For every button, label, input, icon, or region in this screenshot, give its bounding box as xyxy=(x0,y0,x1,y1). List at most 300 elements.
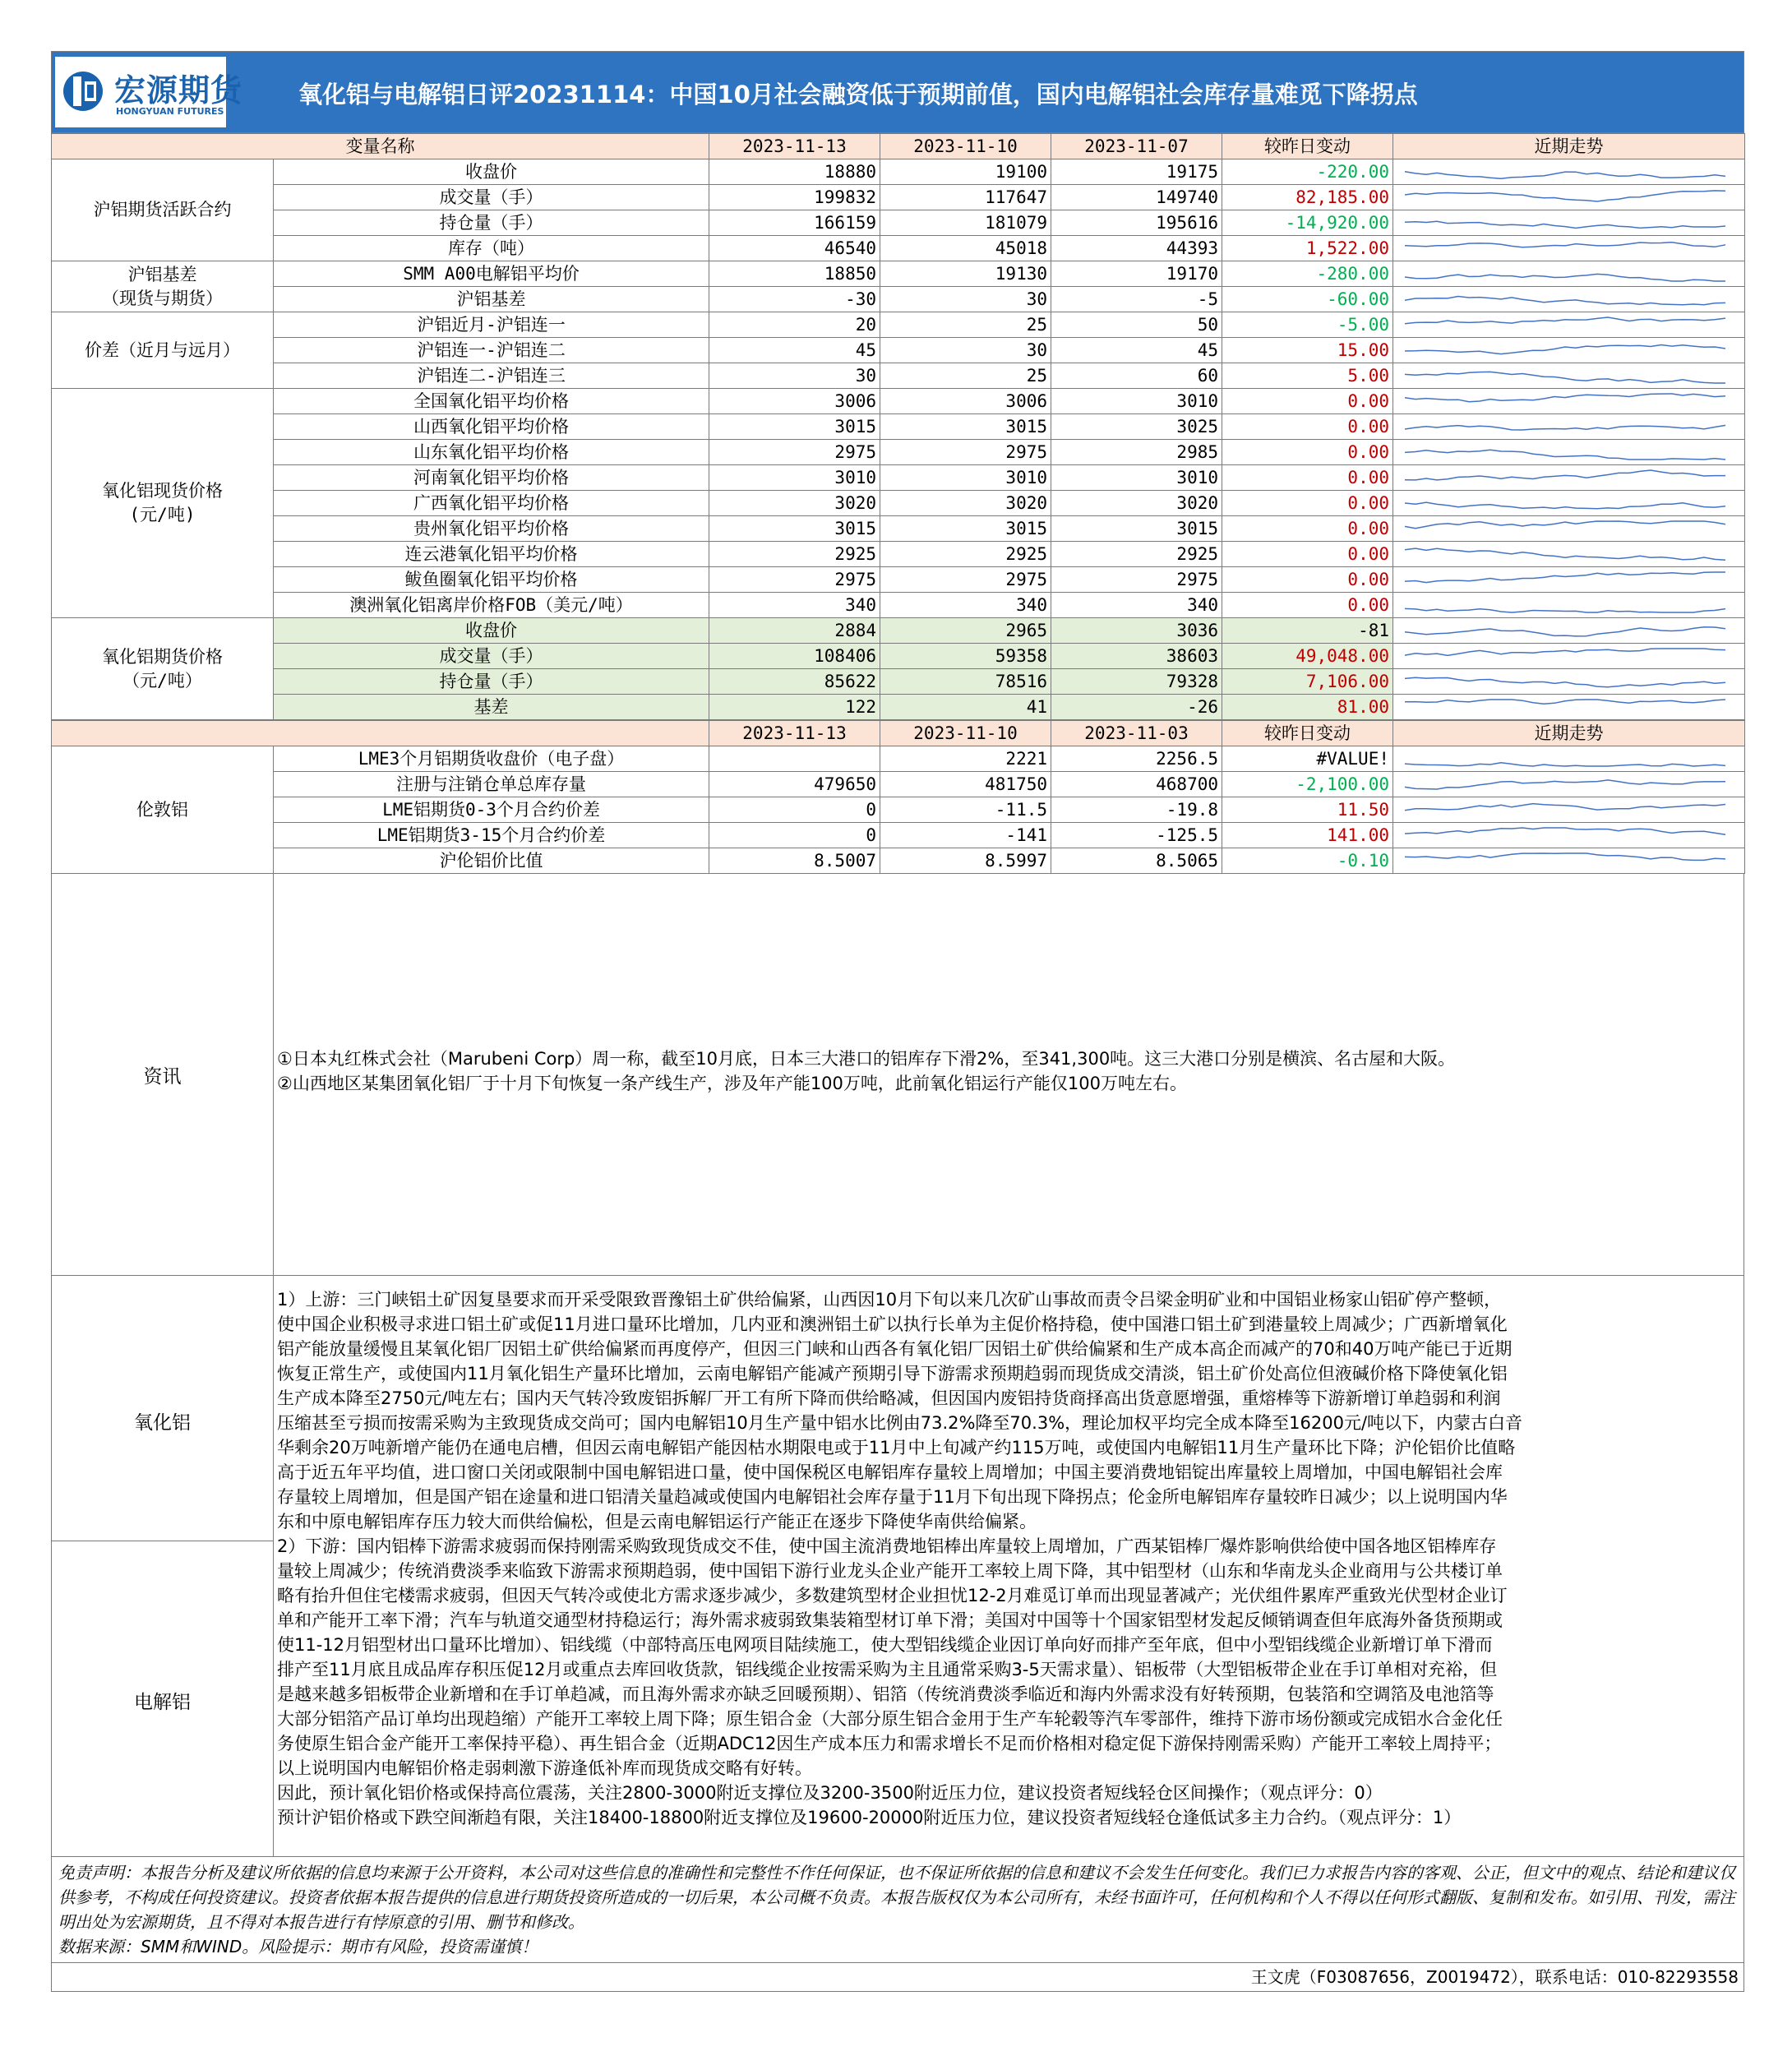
value-cell: -11.5 xyxy=(880,797,1051,823)
value-cell: 8.5065 xyxy=(1051,848,1222,874)
variable-name: 收盘价 xyxy=(274,159,709,185)
report-page xyxy=(51,51,1744,1992)
sparkline-path xyxy=(1405,700,1725,704)
trend-cell xyxy=(1393,414,1745,440)
trend-sparkline xyxy=(1397,340,1742,361)
header-group-cell xyxy=(52,721,709,746)
table-row xyxy=(52,772,1745,797)
trend-sparkline xyxy=(1397,263,1742,284)
hongyuan-logo-icon xyxy=(62,65,104,118)
sparkline-path xyxy=(1405,274,1725,281)
value-cell: 3006 xyxy=(709,389,880,414)
value-cell: 2925 xyxy=(1051,542,1222,567)
table-row xyxy=(52,287,1745,312)
value-cell: -30 xyxy=(709,287,880,312)
table-row xyxy=(52,338,1745,363)
trend-cell xyxy=(1393,542,1745,567)
variable-name: 连云港氧化铝平均价格 xyxy=(274,542,709,567)
analysis-line: 预计沪铝价格或下跌空间渐趋有限，关注18400-18800附近支撑位及19600-20000附近压力位，建议投资者短线轻仓逢低试多主力合约。（观点评分：1） xyxy=(277,1808,1462,1827)
value-cell: 60 xyxy=(1051,363,1222,389)
trend-cell xyxy=(1393,312,1745,338)
sparkline-path xyxy=(1405,470,1725,480)
value-cell: 3036 xyxy=(1051,618,1222,644)
value-cell: 3006 xyxy=(880,389,1051,414)
value-cell: 117647 xyxy=(880,185,1051,210)
trend-sparkline xyxy=(1397,518,1742,539)
value-cell: 19130 xyxy=(880,261,1051,287)
table-row xyxy=(52,746,1745,772)
trend-cell xyxy=(1393,389,1745,414)
value-cell: 3010 xyxy=(880,465,1051,491)
change-cell: 0.00 xyxy=(1222,542,1393,567)
trend-cell xyxy=(1393,593,1745,618)
variable-name: 持仓量（手） xyxy=(274,210,709,236)
table-row xyxy=(52,261,1745,287)
change-cell: 81.00 xyxy=(1222,695,1393,720)
value-cell: -141 xyxy=(880,823,1051,848)
analysis-section xyxy=(51,1276,1744,1857)
table-row xyxy=(52,389,1745,414)
variable-name: 贵州氧化铝平均价格 xyxy=(274,516,709,542)
value-cell: -5 xyxy=(1051,287,1222,312)
analysis-line: 是越来越多铝板带企业新增和在手订单趋减，而且海外需求亦缺乏回暖预期）、铝箔（传统消费淡季临近和海内外需求没有好转预期，包装箔和空调箔及电池箔等 xyxy=(277,1684,1494,1704)
table-row xyxy=(52,236,1745,261)
trend-sparkline xyxy=(1397,774,1742,795)
market-data-table xyxy=(51,133,1745,720)
sparkline-path xyxy=(1405,502,1725,509)
change-cell: -14,920.00 xyxy=(1222,210,1393,236)
value-cell: 3015 xyxy=(880,516,1051,542)
sparkline-path xyxy=(1405,677,1725,687)
value-cell: -125.5 xyxy=(1051,823,1222,848)
news-content xyxy=(274,874,1744,1096)
sparkline-path xyxy=(1405,548,1725,560)
value-cell: 2221 xyxy=(880,746,1051,772)
change-cell: 0.00 xyxy=(1222,389,1393,414)
trend-cell xyxy=(1393,618,1745,644)
table-row xyxy=(52,210,1745,236)
trend-cell xyxy=(1393,363,1745,389)
table-row xyxy=(52,823,1745,848)
analysis-line: 存量较上周增加，但是国产铝在途量和进口铝清关量趋减或使国内电解铝社会库存量于11月下旬出现下降拐点；伦金所电解铝库存量较昨日减少；以上说明国内华 xyxy=(277,1487,1508,1507)
value-cell: 41 xyxy=(880,695,1051,720)
trend-sparkline xyxy=(1397,825,1742,846)
value-cell: 3010 xyxy=(1051,389,1222,414)
variable-name: 广西氧化铝平均价格 xyxy=(274,491,709,516)
value-cell: 2884 xyxy=(709,618,880,644)
trend-cell xyxy=(1393,185,1745,210)
table-row xyxy=(52,516,1745,542)
aluminum-label: 电解铝 xyxy=(134,1692,191,1713)
header-d3: 2023-11-07 xyxy=(1051,134,1222,159)
change-cell: -5.00 xyxy=(1222,312,1393,338)
change-cell: 15.00 xyxy=(1222,338,1393,363)
trend-sparkline xyxy=(1397,161,1742,182)
variable-name: 成交量（手） xyxy=(274,644,709,669)
sparkline-path xyxy=(1405,191,1725,201)
logo-english-name: HONGYUAN FUTURES xyxy=(116,106,224,117)
sparkline-path xyxy=(1405,297,1725,305)
value-cell: -26 xyxy=(1051,695,1222,720)
value-cell: 85622 xyxy=(709,669,880,695)
value-cell: 481750 xyxy=(880,772,1051,797)
value-cell: 3015 xyxy=(1051,516,1222,542)
change-cell: 5.00 xyxy=(1222,363,1393,389)
header-trend: 近期走势 xyxy=(1393,134,1745,159)
sparkline-path xyxy=(1405,763,1725,766)
change-cell: #VALUE! xyxy=(1222,746,1393,772)
value-cell: 181079 xyxy=(880,210,1051,236)
value-cell: 3020 xyxy=(880,491,1051,516)
table-row xyxy=(52,669,1745,695)
variable-name: 鲅鱼圈氧化铝平均价格 xyxy=(274,567,709,593)
trend-cell xyxy=(1393,338,1745,363)
value-cell: 468700 xyxy=(1051,772,1222,797)
disclaimer xyxy=(51,1857,1744,1963)
value-cell: 38603 xyxy=(1051,644,1222,669)
table-row xyxy=(52,618,1745,644)
value-cell: 59358 xyxy=(880,644,1051,669)
sparkline-path xyxy=(1405,450,1725,460)
value-cell: 479650 xyxy=(709,772,880,797)
value-cell: 19175 xyxy=(1051,159,1222,185)
header-d1: 2023-11-13 xyxy=(709,134,880,159)
value-cell: 340 xyxy=(880,593,1051,618)
value-cell: 3025 xyxy=(1051,414,1222,440)
group-label: 氧化铝现货价格 (元/吨) xyxy=(52,389,274,618)
value-cell: 3015 xyxy=(880,414,1051,440)
table-row xyxy=(52,593,1745,618)
variable-name: 注册与注销仓单总库存量 xyxy=(274,772,709,797)
analysis-line: 使中国企业积极寻求进口铝土矿或促11月进口量环比增加，几内亚和澳洲铝土矿以执行长单为主促价格持稳，使中国港口铝土矿到港量较上周减少；广西新增氧化 xyxy=(277,1314,1508,1334)
analysis-line: 华剩余20万吨新增产能仍在通电启槽，但因云南电解铝产能因枯水期限电或于11月中上旬减产约115万吨，或使国内电解铝11月生产量环比下降；沪伦铝价比值略 xyxy=(277,1438,1516,1458)
group-label: 伦敦铝 xyxy=(52,746,274,874)
change-cell: 0.00 xyxy=(1222,465,1393,491)
value-cell: 3015 xyxy=(709,516,880,542)
variable-name: 河南氧化铝平均价格 xyxy=(274,465,709,491)
value-cell: 0 xyxy=(709,797,880,823)
variable-name: 全国氧化铝平均价格 xyxy=(274,389,709,414)
value-cell: 199832 xyxy=(709,185,880,210)
sparkline-path xyxy=(1405,394,1725,402)
table-row xyxy=(52,185,1745,210)
analysis-line: 以上说明国内电解铝价格走弱刺激下游逢低补库而现货成交略有好转。 xyxy=(277,1758,812,1778)
value-cell: 2975 xyxy=(880,440,1051,465)
value-cell: 45 xyxy=(1051,338,1222,363)
change-cell: -280.00 xyxy=(1222,261,1393,287)
variable-name: 山西氧化铝平均价格 xyxy=(274,414,709,440)
news-line: ②山西地区某集团氧化铝厂于十月下旬恢复一条产线生产，涉及年产能100万吨，此前氧化铝运行产能仅100万吨左右。 xyxy=(277,1074,1187,1093)
sparkline-path xyxy=(1405,425,1725,430)
trend-sparkline xyxy=(1397,569,1742,590)
analysis-line: 排产至11月底且成品库存积压促12月或重点去库回收货款，铝线缆企业按需采购为主且通常采购3-5天需求量）、铝板带（大型铝板带企业在手订单相对充裕，但 xyxy=(277,1660,1498,1679)
trend-cell xyxy=(1393,287,1745,312)
analysis-line: 恢复正常生产，或使国内11月氧化铝生产量环比增加，云南电解铝产能减产预期引导下游需求预期趋弱而现货成交清淡，铝土矿价处高位但液碱价格下降使氧化铝 xyxy=(277,1364,1508,1384)
analysis-line: 高于近五年平均值，进口窗口关闭或限制中国电解铝进口量，使中国保税区电解铝库存量较上周增加；中国主要消费地铝锭出库量较上周增加，中国电解铝社会库 xyxy=(277,1462,1503,1482)
table-row xyxy=(52,159,1745,185)
trend-sparkline xyxy=(1397,594,1742,616)
trend-sparkline xyxy=(1397,492,1742,514)
change-cell: -60.00 xyxy=(1222,287,1393,312)
data-source-text: 数据来源：SMM和WIND。风险提示：期市有风险，投资需谨慎！ xyxy=(58,1937,538,1956)
table-row xyxy=(52,363,1745,389)
group-label: 沪铝基差 （现货与期货） xyxy=(52,261,274,312)
analysis-line: 东和中原电解铝库存压力较大而供给偏松，但是云南电解铝运行产能正在逐步下降使华南供给偏紧。 xyxy=(277,1512,1037,1531)
value-cell: 8.5007 xyxy=(709,848,880,874)
report-title: 氧化铝与电解铝日评20231114：中国10月社会融资低于预期前值，国内电解铝社会库存量难觅下降拐点 xyxy=(298,81,1418,109)
value-cell: 3010 xyxy=(709,465,880,491)
analysis-content xyxy=(274,1276,1744,1830)
change-cell: -2,100.00 xyxy=(1222,772,1393,797)
header-group-cell: 变量名称 xyxy=(52,134,709,159)
value-cell: 3010 xyxy=(1051,465,1222,491)
header-d2: 2023-11-10 xyxy=(880,721,1051,746)
group-label: 沪铝期货活跃合约 xyxy=(52,159,274,261)
value-cell: -19.8 xyxy=(1051,797,1222,823)
value-cell: 2256.5 xyxy=(1051,746,1222,772)
trend-cell xyxy=(1393,210,1745,236)
trend-sparkline xyxy=(1397,748,1742,769)
variable-name: 基差 xyxy=(274,695,709,720)
trend-sparkline xyxy=(1397,238,1742,259)
value-cell: 2975 xyxy=(709,567,880,593)
sparkline-path xyxy=(1405,317,1725,324)
change-cell: 0.00 xyxy=(1222,516,1393,542)
sparkline-path xyxy=(1405,804,1725,811)
variable-name: SMM A00电解铝平均价 xyxy=(274,261,709,287)
value-cell: 340 xyxy=(709,593,880,618)
table-row xyxy=(52,567,1745,593)
value-cell: 79328 xyxy=(1051,669,1222,695)
company-logo xyxy=(55,57,243,127)
change-cell: 0.00 xyxy=(1222,414,1393,440)
value-cell: 30 xyxy=(880,338,1051,363)
change-cell: 0.00 xyxy=(1222,593,1393,618)
value-cell: 149740 xyxy=(1051,185,1222,210)
table-row xyxy=(52,491,1745,516)
trend-cell xyxy=(1393,797,1745,823)
value-cell: 78516 xyxy=(880,669,1051,695)
value-cell: 46540 xyxy=(709,236,880,261)
trend-cell xyxy=(1393,491,1745,516)
analysis-line: 使11-12月铝型材出口量环比增加）、铝线缆（中部特高压电网项目陆续施工，使大型铝线缆企业因订单向好而排产至年底，但中小型铝线缆企业新增订单下滑而 xyxy=(277,1635,1493,1655)
sparkline-path xyxy=(1405,345,1725,354)
report-header xyxy=(51,51,1744,133)
trend-sparkline xyxy=(1397,212,1742,233)
analysis-line: 大部分铝箔产品订单均出现趋缩）产能开工率较上周下降；原生铝合金（大部分原生铝合金用于生产车轮毂等汽车零部件，维持下游市场份额或完成铝水合金化任 xyxy=(277,1709,1503,1729)
variable-name: 沪铝连二-沪铝连三 xyxy=(274,363,709,389)
header-d2: 2023-11-10 xyxy=(880,134,1051,159)
trend-sparkline xyxy=(1397,441,1742,463)
trend-sparkline xyxy=(1397,645,1742,667)
news-section xyxy=(51,874,1744,1276)
value-cell: 19170 xyxy=(1051,261,1222,287)
value-cell: 45 xyxy=(709,338,880,363)
change-cell: 82,185.00 xyxy=(1222,185,1393,210)
header-d1: 2023-11-13 xyxy=(709,721,880,746)
lme-data-table xyxy=(51,720,1745,874)
disclaimer-text: 免责声明：本报告分析及建议所依据的信息均来源于公开资料，本公司对这些信息的准确性和完整性不作任何保证，也不保证所依据的信息和建议不会发生任何变化。我们已力求报告内容的客观、公正，但文中的观点、结论和建议仅供参考，不构成任何投资建议。投资者依据本报告提供的信息进行期货投资所造成的一切后果，本公司概不负责。本报告版权仅为本公司所有，未经书面许可，任何机构和个人不得以任何形式翻版、复制和发布。如引用、刊发，需注明出处为宏源期货，且不得对本报告进行有悖原意的引用、删节和修改。 xyxy=(58,1863,1735,1932)
value-cell: 30 xyxy=(880,287,1051,312)
trend-sparkline xyxy=(1397,620,1742,641)
value-cell: 30 xyxy=(709,363,880,389)
change-cell: -81 xyxy=(1222,618,1393,644)
value-cell xyxy=(709,746,880,772)
value-cell: 2985 xyxy=(1051,440,1222,465)
analysis-line: 务使原生铝合金产能开工率保持平稳）、再生铝合金（近期ADC12因生产成本压力和需求增长不足而价格相对稳定促下游保持刚需采购）产能开工率较上周持平； xyxy=(277,1734,1502,1753)
sparkline-path xyxy=(1405,372,1725,383)
value-cell: 44393 xyxy=(1051,236,1222,261)
trend-sparkline xyxy=(1397,314,1742,335)
change-cell: 7,106.00 xyxy=(1222,669,1393,695)
header-chg: 较昨日变动 xyxy=(1222,721,1393,746)
trend-cell xyxy=(1393,516,1745,542)
header-d3: 2023-11-03 xyxy=(1051,721,1222,746)
table-row xyxy=(52,797,1745,823)
value-cell: 3020 xyxy=(709,491,880,516)
analysis-line: 1）上游：三门峡铝土矿因复垦要求而开采受限致晋豫铝土矿供给偏紧，山西因10月下旬以来几次矿山事故而责令吕梁金明矿业和中国铝业杨家山铝矿停产整顿， xyxy=(277,1290,1502,1310)
table-row xyxy=(52,848,1745,874)
value-cell: 2975 xyxy=(880,567,1051,593)
table-row xyxy=(52,414,1745,440)
variable-name: LME3个月铝期货收盘价（电子盘） xyxy=(274,746,709,772)
change-cell: -220.00 xyxy=(1222,159,1393,185)
value-cell: 25 xyxy=(880,312,1051,338)
news-label: 资讯 xyxy=(143,1066,182,1088)
group-label: 价差（近月与远月） xyxy=(52,312,274,389)
header-trend: 近期走势 xyxy=(1393,721,1745,746)
value-cell: 108406 xyxy=(709,644,880,669)
analysis-line: 铝产能放量缓慢且某氧化铝厂因铝土矿供给偏紧而再度停产，但因三门峡和山西各有氧化铝厂因铝土矿供给偏紧和生产成本高企而减产的70和40万吨产能已于近期 xyxy=(277,1339,1513,1359)
variable-name: 沪铝连一-沪铝连二 xyxy=(274,338,709,363)
variable-name: 库存（吨） xyxy=(274,236,709,261)
trend-cell xyxy=(1393,669,1745,695)
sparkline-path xyxy=(1405,649,1725,655)
value-cell: 18880 xyxy=(709,159,880,185)
table-row xyxy=(52,465,1745,491)
analyst-contact: 王文虎（F03087656，Z0019472），联系电话：010-82293558 xyxy=(51,1963,1744,1992)
trend-cell xyxy=(1393,567,1745,593)
trend-cell xyxy=(1393,465,1745,491)
trend-sparkline xyxy=(1397,416,1742,437)
sparkline-path xyxy=(1405,608,1725,612)
trend-sparkline xyxy=(1397,289,1742,310)
value-cell: 2975 xyxy=(709,440,880,465)
trend-cell xyxy=(1393,746,1745,772)
variable-name: 沪铝基差 xyxy=(274,287,709,312)
change-cell: 11.50 xyxy=(1222,797,1393,823)
header-row xyxy=(52,134,1745,159)
sparkline-path xyxy=(1405,243,1725,247)
value-cell: 2965 xyxy=(880,618,1051,644)
analysis-line: 单和产能开工率下滑；汽车与轨道交通型材持稳运行；海外需求疲弱致集装箱型材订单下滑；美国对中国等十个国家铝型材发起反倾销调查但年底海外备货预期或 xyxy=(277,1610,1503,1630)
analysis-line: 量较上周减少；传统消费淡季来临致下游需求预期趋弱，使中国铝下游行业龙头企业产能开工率较上周下降，其中铝型材（山东和华南龙头企业商用与公共楼订单 xyxy=(277,1561,1503,1581)
value-cell: 195616 xyxy=(1051,210,1222,236)
table-row xyxy=(52,312,1745,338)
table-row xyxy=(52,695,1745,720)
news-line: ①日本丸红株式会社（Marubeni Corp）周一称，截至10月底，日本三大港口的铝库存下滑2%，至341,300吨。这三大港口分别是横滨、名古屋和大阪。 xyxy=(277,1049,1456,1069)
value-cell: 20 xyxy=(709,312,880,338)
variable-name: LME铝期货3-15个月合约价差 xyxy=(274,823,709,848)
sparkline-path xyxy=(1405,172,1725,179)
variable-name: 山东氧化铝平均价格 xyxy=(274,440,709,465)
value-cell: 25 xyxy=(880,363,1051,389)
table-row xyxy=(52,644,1745,669)
variable-name: 沪伦铝价比值 xyxy=(274,848,709,874)
value-cell: 2925 xyxy=(709,542,880,567)
value-cell: 18850 xyxy=(709,261,880,287)
change-cell: 0.00 xyxy=(1222,491,1393,516)
trend-sparkline xyxy=(1397,467,1742,488)
trend-sparkline xyxy=(1397,850,1742,871)
trend-cell xyxy=(1393,236,1745,261)
trend-cell xyxy=(1393,644,1745,669)
value-cell: 166159 xyxy=(709,210,880,236)
value-cell: 2925 xyxy=(880,542,1051,567)
value-cell: 19100 xyxy=(880,159,1051,185)
trend-sparkline xyxy=(1397,390,1742,412)
header-row xyxy=(52,721,1745,746)
sparkline-path xyxy=(1405,780,1725,789)
variable-name: LME铝期货0-3个月合约价差 xyxy=(274,797,709,823)
value-cell: 122 xyxy=(709,695,880,720)
sparkline-path xyxy=(1405,572,1725,583)
logo-chinese-name: 宏源期货 xyxy=(114,72,243,109)
trend-sparkline xyxy=(1397,799,1742,820)
trend-sparkline xyxy=(1397,543,1742,565)
value-cell: 8.5997 xyxy=(880,848,1051,874)
variable-name: 成交量（手） xyxy=(274,185,709,210)
analysis-line: 2）下游：国内铝棒下游需求疲弱而保持刚需采购致现货成交不佳，使中国主流消费地铝棒出库量较上周增加，广西某铝棒厂爆炸影响供给使中国各地区铝棒库存 xyxy=(277,1536,1497,1556)
variable-name: 收盘价 xyxy=(274,618,709,644)
trend-cell xyxy=(1393,823,1745,848)
group-label: 氧化铝期货价格 （元/吨） xyxy=(52,618,274,720)
change-cell: 141.00 xyxy=(1222,823,1393,848)
variable-name: 持仓量（手） xyxy=(274,669,709,695)
value-cell: 50 xyxy=(1051,312,1222,338)
value-cell: 0 xyxy=(709,823,880,848)
change-cell: 49,048.00 xyxy=(1222,644,1393,669)
trend-sparkline xyxy=(1397,696,1742,718)
table-row xyxy=(52,542,1745,567)
value-cell: 2975 xyxy=(1051,567,1222,593)
analysis-line: 略有抬升但住宅楼需求疲弱，但因天气转冷或使北方需求逐步减少，多数建筑型材企业担忧12-2月难觅订单而出现显著减产；光伏组件累库严重致光伏型材企业订 xyxy=(277,1586,1508,1605)
trend-cell xyxy=(1393,772,1745,797)
trend-cell xyxy=(1393,261,1745,287)
change-cell: 0.00 xyxy=(1222,567,1393,593)
analysis-line: 压缩甚至亏损而按需采购为主致现货成交尚可；国内电解铝10月生产量中铝水比例由73.2%降至70.3%，理论加权平均完全成本降至16200元/吨以下，内蒙古白音 xyxy=(277,1413,1523,1433)
sparkline-path xyxy=(1405,828,1725,834)
sparkline-path xyxy=(1405,853,1725,860)
change-cell: 0.00 xyxy=(1222,440,1393,465)
variable-name: 澳洲氧化铝离岸价格FOB（美元/吨） xyxy=(274,593,709,618)
table-row xyxy=(52,440,1745,465)
trend-cell xyxy=(1393,159,1745,185)
analysis-line: 生产成本降至2750元/吨左右；国内天气转冷致废铝拆解厂开工有所下降而供给略减，但因国内废铝持货商择高出货意愿增强，重熔棒等下游新增订单趋弱和利润 xyxy=(277,1388,1501,1408)
analysis-line: 因此，预计氧化铝价格或保持高位震荡，关注2800-3000附近支撑位及3200-3500附近压力位，建议投资者短线轻仓区间操作；（观点评分：0） xyxy=(277,1783,1383,1803)
trend-sparkline xyxy=(1397,671,1742,692)
trend-sparkline xyxy=(1397,365,1742,386)
sparkline-path xyxy=(1405,627,1725,636)
alumina-label: 氧化铝 xyxy=(134,1412,191,1434)
sparkline-path xyxy=(1405,221,1725,228)
trend-cell xyxy=(1393,695,1745,720)
value-cell: 45018 xyxy=(880,236,1051,261)
header-chg: 较昨日变动 xyxy=(1222,134,1393,159)
value-cell: 3020 xyxy=(1051,491,1222,516)
value-cell: 3015 xyxy=(709,414,880,440)
trend-cell xyxy=(1393,440,1745,465)
